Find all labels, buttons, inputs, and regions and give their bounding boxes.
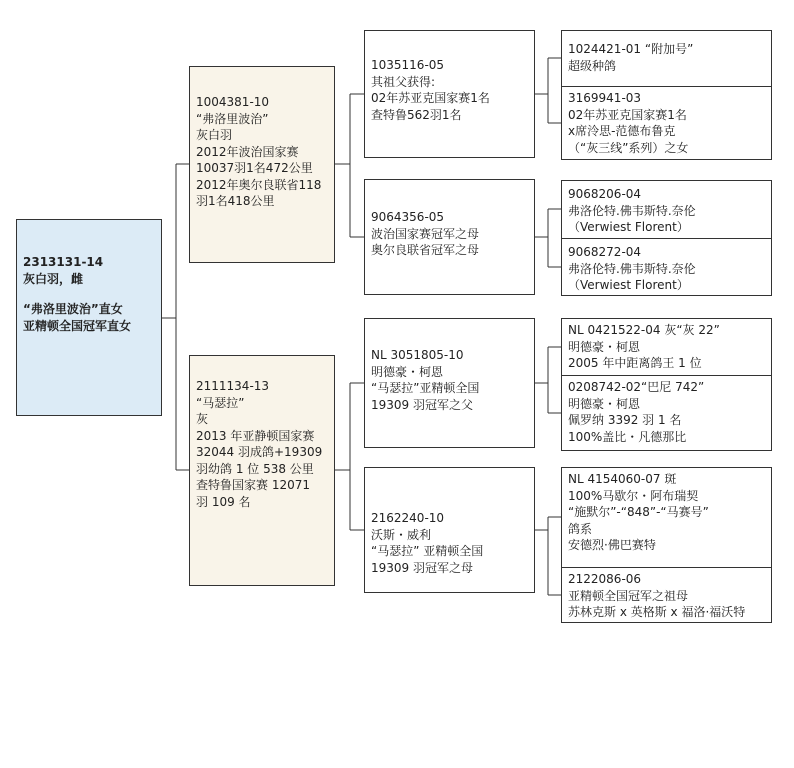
- dam-dam-line: “马瑟拉” 亚精顿全国: [371, 544, 484, 558]
- ggp-line: 亚精顿全国冠军之祖母: [568, 588, 689, 603]
- sire-sire-line: 其祖父获得:: [371, 74, 436, 89]
- ggp-line: 2005 年中距离鸽王 1 位: [568, 356, 702, 370]
- sire-box: [189, 66, 335, 263]
- ggp-box-4: [561, 238, 772, 296]
- ggp-line: NL 4154060-07 斑: [568, 472, 677, 486]
- dam-line: 查特鲁国家赛 12071: [196, 478, 310, 492]
- ggp-box-8: [561, 567, 772, 623]
- dam-dam-line: 沃斯・威利: [371, 527, 432, 542]
- sire-dam-line: 波治国家赛冠军之母: [371, 226, 480, 241]
- ggp-line: x席泠思-范德布鲁克: [568, 124, 676, 138]
- ggp-line: NL 0421522-04 灰“灰 22”: [568, 323, 720, 337]
- sire-dam-box: [364, 179, 535, 295]
- ggp-line: 弗洛伦特.佛韦斯特.奈伦: [568, 261, 696, 276]
- dam-line: 32044 羽成鸽+19309: [196, 445, 323, 459]
- dam-dam-box: [364, 467, 535, 593]
- ggp-line: 9068272-04: [568, 245, 642, 259]
- dam-line: “马瑟拉”: [196, 395, 245, 410]
- root-color-sex: 灰白羽，雌: [23, 271, 84, 286]
- connector-bracket: [335, 94, 364, 237]
- sire-line: 灰白羽: [196, 128, 233, 142]
- ggp-line: 超级种鸽: [568, 58, 617, 73]
- dam-sire-line: 19309 羽冠军之父: [371, 397, 473, 412]
- ggp-line: 100%马歇尔・阿布瑞契: [568, 488, 699, 503]
- ggp-line: “施默尔”-“848”-“马赛号”: [568, 505, 709, 519]
- connector-bracket: [535, 347, 561, 413]
- dam-sire-line: NL 3051805-10: [371, 348, 464, 362]
- sire-line: 2012年波治国家赛: [196, 144, 299, 159]
- sire-sire-box: [364, 30, 535, 158]
- sire-sire-line: 1035116-05: [371, 58, 445, 72]
- root-title-line-2: 亚精顿全国冠军直女: [23, 318, 132, 333]
- sire-dam-line: 奥尔良联省冠军之母: [371, 243, 480, 257]
- sire-sire-line: 查特鲁562羽1名: [371, 107, 462, 122]
- root-pigeon-box: [16, 219, 162, 416]
- ggp-line: 3169941-03: [568, 91, 642, 105]
- ggp-line: （Verwiest Florent）: [568, 220, 689, 234]
- ggp-line: 佩罗纳 3392 羽 1 名: [568, 413, 682, 427]
- dam-line: 羽幼鸽 1 位 538 公里: [196, 461, 314, 476]
- ggp-line: 弗洛伦特.佛韦斯特.奈伦: [568, 203, 696, 218]
- ggp-line: 1024421-01 “附加号”: [568, 42, 694, 56]
- dam-dam-line: 2162240-10: [371, 511, 445, 525]
- dam-sire-box: [364, 318, 535, 448]
- ggp-box-7: [561, 467, 772, 568]
- sire-line: 10037羽1名472公里: [196, 161, 313, 175]
- sire-line: 羽1名418公里: [196, 194, 275, 208]
- ggp-line: 明德豪・柯恩: [568, 396, 641, 411]
- dam-sire-line: “马瑟拉”亚精顿全国: [371, 381, 480, 395]
- root-title-line-1: “弗洛里波治”直女: [23, 302, 123, 316]
- connector-bracket: [335, 383, 364, 530]
- ggp-line: 9068206-04: [568, 187, 642, 201]
- ggp-box-2: [561, 86, 772, 160]
- dam-sire-line: 明德豪・柯恩: [371, 364, 444, 379]
- dam-line: 羽 109 名: [196, 494, 251, 509]
- connector-bracket: [162, 164, 189, 470]
- dam-line: 2111134-13: [196, 379, 270, 393]
- ggp-line: 安德烈·佛巴赛特: [568, 538, 656, 552]
- connector-bracket: [535, 58, 561, 123]
- dam-box: [189, 355, 335, 586]
- ggp-line: 100%盖比・凡德那比: [568, 429, 687, 444]
- ggp-box-6: [561, 375, 772, 451]
- connector-bracket: [535, 209, 561, 267]
- sire-line: 2012年奥尔良联省118: [196, 177, 322, 192]
- ggp-box-3: [561, 180, 772, 239]
- ggp-line: 明德豪・柯恩: [568, 339, 641, 354]
- ggp-line: 02年苏亚克国家赛1名: [568, 107, 687, 122]
- ggp-line: （“灰三线”系列）之女: [568, 140, 689, 155]
- sire-line: “弗洛里波治”: [196, 111, 269, 126]
- sire-dam-line: 9064356-05: [371, 210, 445, 224]
- root-spacer: [23, 287, 155, 301]
- ggp-line: 2122086-06: [568, 572, 642, 586]
- ggp-line: （Verwiest Florent）: [568, 278, 689, 292]
- root-ring-number: 2313131-14: [23, 255, 104, 269]
- ggp-box-5: [561, 318, 772, 376]
- ggp-box-1: [561, 30, 772, 87]
- connector-bracket: [535, 517, 561, 595]
- dam-line: 2013 年亚静顿国家赛: [196, 428, 315, 443]
- ggp-line: 苏林克斯 x 英格斯 x 福洛·福沃特: [568, 605, 746, 619]
- dam-dam-line: 19309 羽冠军之母: [371, 560, 473, 575]
- ggp-line: 0208742-02“巴尼 742”: [568, 380, 705, 394]
- sire-sire-line: 02年苏亚克国家赛1名: [371, 91, 490, 105]
- sire-line: 1004381-10: [196, 95, 270, 109]
- dam-line: 灰: [196, 412, 209, 426]
- ggp-line: 鸽系: [568, 521, 593, 536]
